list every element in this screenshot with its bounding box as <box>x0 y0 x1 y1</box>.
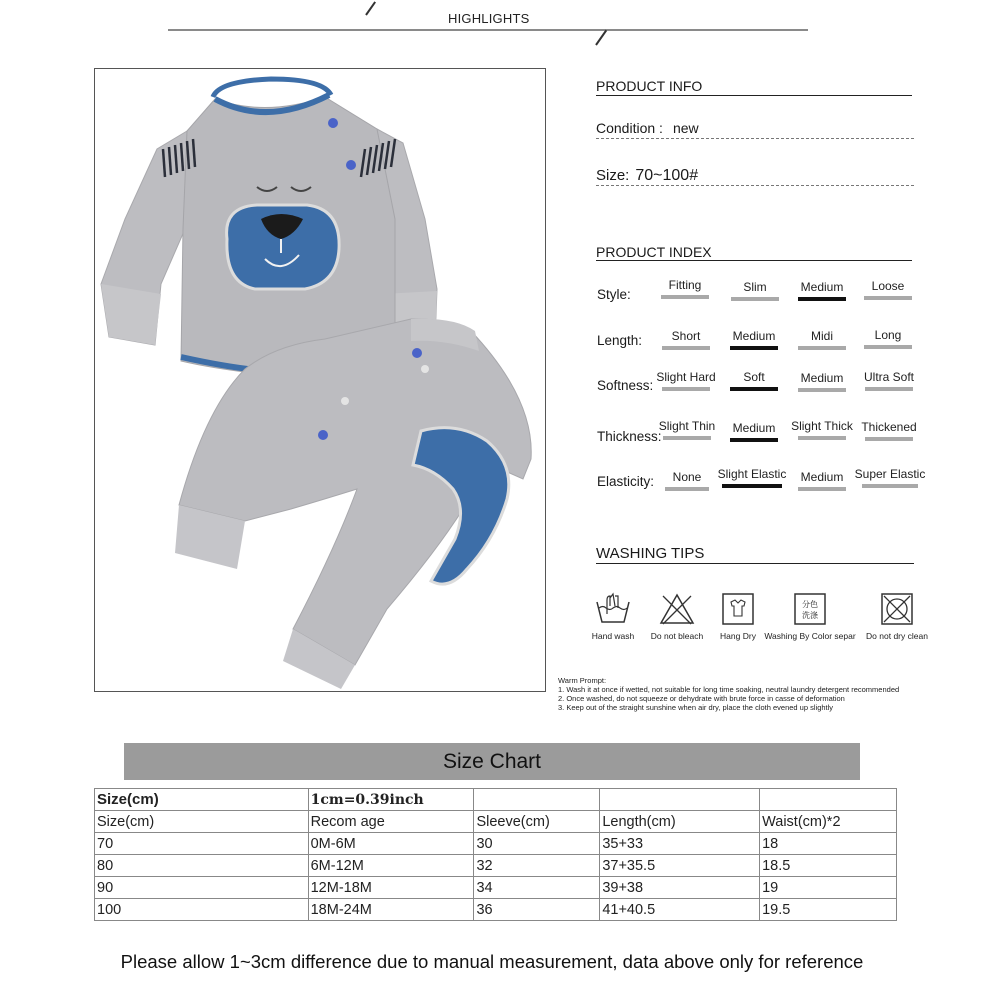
table-cell: 30 <box>474 833 600 855</box>
softness-option-soft: Soft <box>730 370 778 391</box>
table-cell: 0M-6M <box>308 833 474 855</box>
table-cell: 39+38 <box>600 877 760 899</box>
wash-by-color-icon <box>790 592 830 626</box>
table-cell: 34 <box>474 877 600 899</box>
table-cell: 90 <box>95 877 309 899</box>
length-option-long: Long <box>864 328 912 349</box>
product-index-title: PRODUCT INDEX <box>596 244 712 260</box>
table-cell: 12M-18M <box>308 877 474 899</box>
wash-label-no-bleach: Do not bleach <box>650 631 704 641</box>
style-option-loose: Loose <box>864 279 912 300</box>
table-row <box>95 855 897 877</box>
table-cell: 32 <box>474 855 600 877</box>
size-dotted-rule <box>596 185 914 186</box>
table-cell: 41+40.5 <box>600 899 760 921</box>
size-chart-head-row <box>95 789 897 811</box>
table-cell: 19 <box>760 877 897 899</box>
column-header: Length(cm) <box>600 811 760 833</box>
head-cell <box>600 789 760 811</box>
size-chart-columns-row <box>95 811 897 833</box>
elasticity-option-medium: Medium <box>796 470 848 491</box>
table-cell: 35+33 <box>600 833 760 855</box>
wash-by-color-icon-line2: 洗涤 <box>802 611 818 620</box>
softness-option-slight-hard: Slight Hard <box>656 370 716 391</box>
head-cell: Size(cm) <box>95 789 309 811</box>
wash-item-hand-wash <box>588 592 638 641</box>
wash-item-no-dry-clean <box>864 592 930 641</box>
table-cell: 100 <box>95 899 309 921</box>
table-row <box>95 877 897 899</box>
header-rule <box>168 29 808 31</box>
softness-option-ultra-soft: Ultra Soft <box>862 370 916 391</box>
wash-label-wash-by-color: Washing By Color separ <box>764 631 856 641</box>
length-option-midi: Midi <box>798 329 846 350</box>
table-cell: 80 <box>95 855 309 877</box>
no-bleach-icon <box>657 592 697 626</box>
head-cell <box>474 789 600 811</box>
softness-option-medium: Medium <box>796 371 848 392</box>
condition-value: new <box>672 120 699 136</box>
elasticity-option-super-elastic: Super Elastic <box>852 467 928 488</box>
column-header: Size(cm) <box>95 811 309 833</box>
size-chart-table <box>94 788 897 921</box>
product-info-title: PRODUCT INFO <box>596 78 703 94</box>
style-option-slim: Slim <box>731 280 779 301</box>
hang-dry-icon <box>718 592 758 626</box>
svg-text:分色: 分色 <box>802 600 818 609</box>
head-cell: 1cm=0.39inch <box>308 789 474 811</box>
washing-tips-rule <box>596 563 914 564</box>
index-label-style: Style: <box>597 287 631 302</box>
index-label-elasticity: Elasticity: <box>597 474 655 489</box>
index-label-softness: Softness: <box>597 378 654 393</box>
no-dry-clean-icon <box>877 592 917 626</box>
table-cell: 19.5 <box>760 899 897 921</box>
size-label: Size: <box>596 167 630 184</box>
index-label-thickness: Thickness: <box>597 429 662 444</box>
wash-label-hang-dry: Hang Dry <box>720 631 756 641</box>
wash-label-no-dry-clean: Do not dry clean <box>866 631 928 641</box>
size-row <box>596 167 698 185</box>
table-cell: 6M-12M <box>308 855 474 877</box>
baby-outfit-illustration <box>95 69 545 691</box>
product-photo <box>94 68 546 692</box>
head-cell <box>760 789 897 811</box>
table-row <box>95 899 897 921</box>
header-title: HIGHLIGHTS <box>448 11 530 26</box>
table-cell: 70 <box>95 833 309 855</box>
wash-label-hand-wash: Hand wash <box>591 631 635 641</box>
footer-note: Please allow 1~3cm difference due to manual measurement, data above only for reference <box>120 951 864 972</box>
warm-prompt-line-3: 3. Keep out of the straight sunshine when air dry, place the cloth evened up slightly <box>558 703 834 712</box>
warm-prompt-line-2: 2. Once washed, do not squeeze or dehydrate with brute force in casse of deformation <box>558 694 845 703</box>
warm-prompt-title: Warm Prompt: <box>558 676 607 685</box>
column-header: Sleeve(cm) <box>474 811 600 833</box>
size-chart-title: Size Chart <box>124 743 860 780</box>
table-cell: 18.5 <box>760 855 897 877</box>
washing-tips-title: WASHING TIPS <box>596 545 705 562</box>
style-option-medium: Medium <box>796 280 848 301</box>
table-cell: 18M-24M <box>308 899 474 921</box>
wash-item-hang-dry <box>715 592 761 641</box>
length-option-short: Short <box>662 329 710 350</box>
thickness-option-thickened: Thickened <box>859 420 919 441</box>
column-header: Waist(cm)*2 <box>760 811 897 833</box>
thickness-option-slight-thin: Slight Thin <box>657 419 717 440</box>
warm-prompt-line-1: 1. Wash it at once if wetted, not suitable for long time soaking, neutral laundry detergent recommended <box>558 685 900 694</box>
index-label-length: Length: <box>597 333 643 348</box>
condition-row <box>596 120 699 136</box>
length-option-medium: Medium <box>728 329 780 350</box>
thickness-option-medium: Medium <box>728 421 780 442</box>
condition-dotted-rule <box>596 138 914 139</box>
product-index-rule <box>596 260 912 261</box>
header-slash-left <box>365 1 376 15</box>
table-cell: 18 <box>760 833 897 855</box>
size-value: 70~100# <box>635 167 699 184</box>
table-cell: 37+35.5 <box>600 855 760 877</box>
product-info-rule <box>596 95 912 96</box>
hand-wash-icon <box>593 592 633 626</box>
header-slash-right <box>595 30 607 46</box>
style-option-fitting: Fitting <box>656 278 714 299</box>
condition-label: Condition : <box>596 120 663 136</box>
thickness-option-slight-thick: Slight Thick <box>790 419 854 440</box>
wash-item-wash-by-color <box>764 592 856 641</box>
table-cell: 36 <box>474 899 600 921</box>
wash-item-no-bleach <box>646 592 708 641</box>
column-header: Recom age <box>308 811 474 833</box>
table-row <box>95 833 897 855</box>
warm-prompt <box>558 676 899 712</box>
elasticity-option-slight-elastic: Slight Elastic <box>713 467 791 488</box>
elasticity-option-none: None <box>665 470 709 491</box>
